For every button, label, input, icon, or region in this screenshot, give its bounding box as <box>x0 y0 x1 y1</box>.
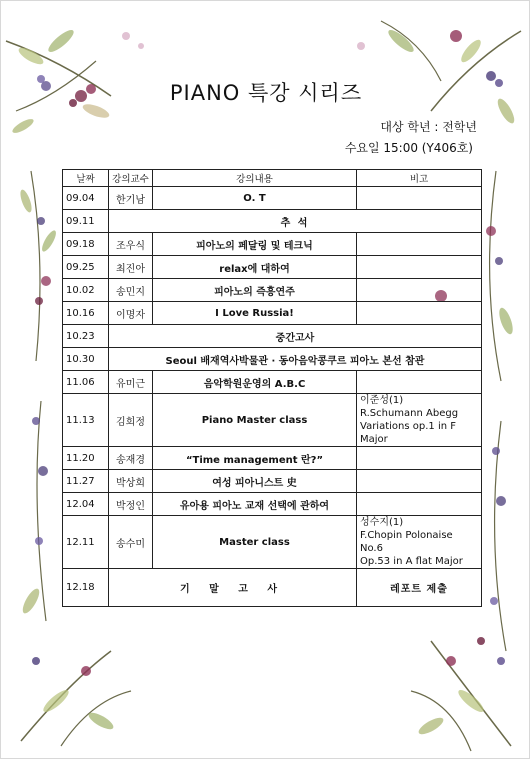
row-date: 09.04 <box>63 187 109 210</box>
row-note <box>357 516 482 569</box>
row-note <box>357 493 482 516</box>
row-note <box>357 279 482 302</box>
lecture-schedule-table <box>62 169 482 607</box>
row-content: relax에 대하여 <box>153 256 357 279</box>
header-date: 날짜 <box>63 170 109 187</box>
row-note <box>357 470 482 493</box>
table-row <box>63 516 482 569</box>
row-note <box>357 371 482 394</box>
row-content: Master class <box>153 516 357 569</box>
header-professor: 강의교수 <box>109 170 153 187</box>
page-title: PIANO 특강 시리즈 <box>169 81 363 105</box>
note-performer: 이준성(1) <box>360 395 404 406</box>
table-row <box>63 348 482 371</box>
row-content: I Love Russia! <box>153 302 357 325</box>
row-date: 11.20 <box>63 447 109 470</box>
row-professor: 유미근 <box>109 371 153 394</box>
row-note <box>357 256 482 279</box>
row-note <box>357 187 482 210</box>
note-performer: 성수지(1) <box>360 517 404 528</box>
row-content: 피아노의 페달링 및 테크닉 <box>153 233 357 256</box>
row-date: 09.18 <box>63 233 109 256</box>
table-header-row <box>63 170 482 187</box>
row-date: 11.06 <box>63 371 109 394</box>
row-content: O. T <box>153 187 357 210</box>
row-content: 기 말 고 사 <box>109 569 357 607</box>
row-date: 11.27 <box>63 470 109 493</box>
row-content: Seoul 배재역사박물관 · 동아음악콩쿠르 피아노 본선 참관 <box>109 348 482 371</box>
row-date: 11.13 <box>63 394 109 447</box>
row-date: 12.18 <box>63 569 109 607</box>
row-professor: 조우식 <box>109 233 153 256</box>
row-date: 12.04 <box>63 493 109 516</box>
row-content: 여성 피아니스트 史 <box>153 470 357 493</box>
table-row <box>63 256 482 279</box>
table-row <box>63 233 482 256</box>
schedule-info: 수요일 15:00 (Y406호) <box>344 141 473 155</box>
note-piece: R.Schumann Abegg <box>360 408 459 419</box>
note-piece-detail: Variations op.1 in F Major <box>360 421 456 445</box>
row-note <box>357 302 482 325</box>
row-professor: 송수미 <box>109 516 153 569</box>
row-content: 중간고사 <box>109 325 482 348</box>
row-date: 12.11 <box>63 516 109 569</box>
row-professor: 박정인 <box>109 493 153 516</box>
row-date: 09.11 <box>63 210 109 233</box>
row-date: 10.16 <box>63 302 109 325</box>
table-row <box>63 470 482 493</box>
header-note: 비고 <box>357 170 482 187</box>
row-professor: 송민지 <box>109 279 153 302</box>
row-professor: 한기남 <box>109 187 153 210</box>
row-professor: 김희정 <box>109 394 153 447</box>
row-note <box>357 233 482 256</box>
row-content: “Time management 란?” <box>153 447 357 470</box>
table-row <box>63 394 482 447</box>
table-row <box>63 447 482 470</box>
row-date: 10.23 <box>63 325 109 348</box>
table-row <box>63 279 482 302</box>
note-piece-detail: Op.53 in A flat Major <box>360 556 463 567</box>
header-content: 강의내용 <box>153 170 357 187</box>
note-piece: F.Chopin Polonaise No.6 <box>360 530 453 554</box>
table-row <box>63 187 482 210</box>
row-date: 10.30 <box>63 348 109 371</box>
row-content: 음악학원운영의 A.B.C <box>153 371 357 394</box>
target-grade: 대상 학년 : 전학년 <box>380 120 477 134</box>
row-date: 09.25 <box>63 256 109 279</box>
row-content: 피아노의 즉흥연주 <box>153 279 357 302</box>
row-content: 추 석 <box>109 210 482 233</box>
row-note: 레포트 제출 <box>357 569 482 607</box>
table-row <box>63 210 482 233</box>
table-row <box>63 371 482 394</box>
table-row <box>63 302 482 325</box>
row-content: Piano Master class <box>153 394 357 447</box>
row-note <box>357 447 482 470</box>
row-professor: 이명자 <box>109 302 153 325</box>
row-date: 10.02 <box>63 279 109 302</box>
table-row <box>63 493 482 516</box>
row-professor: 최진아 <box>109 256 153 279</box>
row-note <box>357 394 482 447</box>
row-professor: 송재경 <box>109 447 153 470</box>
row-professor: 박상희 <box>109 470 153 493</box>
table-row <box>63 325 482 348</box>
row-content: 유아용 피아노 교재 선택에 관하여 <box>153 493 357 516</box>
table-row <box>63 569 482 607</box>
